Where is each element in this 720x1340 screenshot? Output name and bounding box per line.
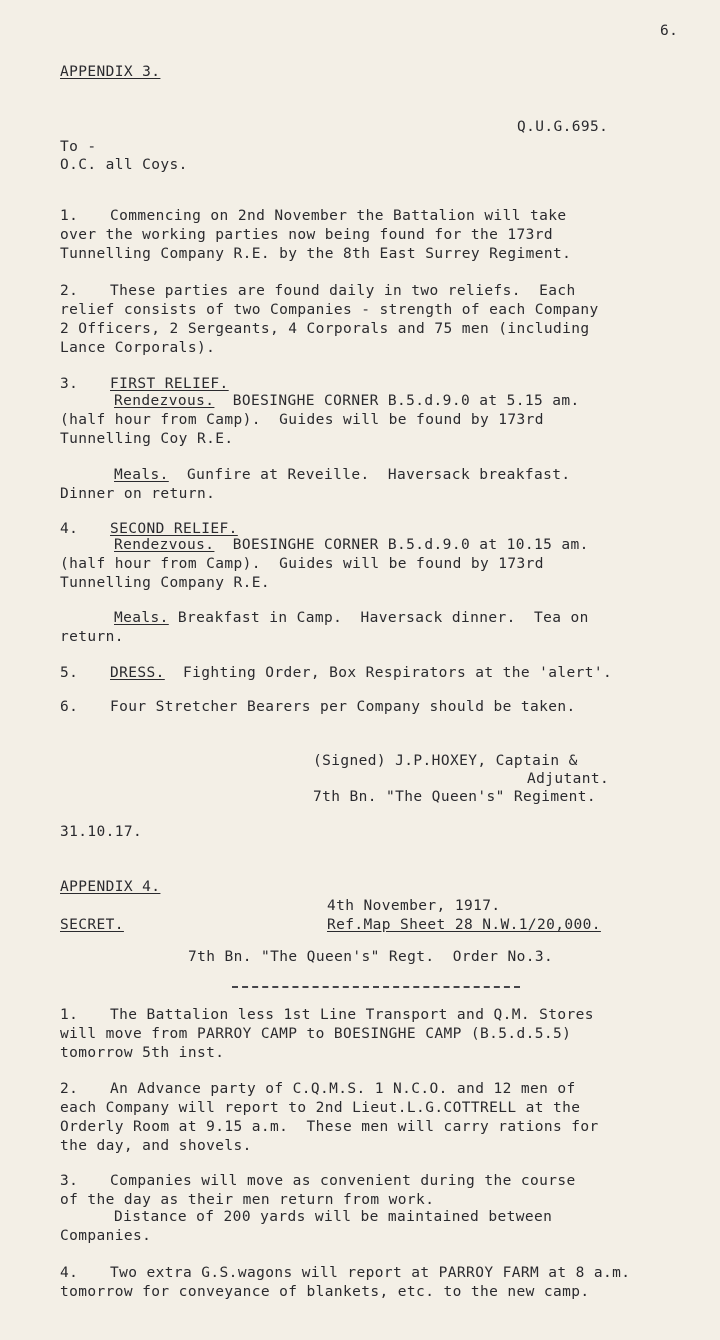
order-paragraph-2-line-3: Orderly Room at 9.15 a.m. These men will carry rations for <box>60 1119 599 1135</box>
paragraph-3-meals: Meals. Gunfire at Reveille. Haversack breakfast. <box>114 467 571 483</box>
paragraph-3-title: 3. FIRST RELIEF. <box>60 376 229 392</box>
reference-number: Q.U.G.695. <box>517 119 609 135</box>
paragraph-3-rendezvous: Rendezvous. BOESINGHE CORNER B.5.d.9.0 at 5.15 am. <box>114 393 580 409</box>
divider-rule <box>232 986 520 988</box>
paragraph-4-meals-cont: return. <box>60 629 124 645</box>
order-paragraph-3-line-2: of the day as their men return from work. <box>60 1192 435 1208</box>
order-title: 7th Bn. "The Queen's" Regt. Order No.3. <box>188 949 554 965</box>
paragraph-5: 5. DRESS. Fighting Order, Box Respirators at the 'alert'. <box>60 665 613 681</box>
paragraph-3-meals-cont: Dinner on return. <box>60 486 216 502</box>
paragraph-4-rendezvous: Rendezvous. BOESINGHE CORNER B.5.d.9.0 at 10.15 am. <box>114 537 589 553</box>
paragraph-1-line-3: Tunnelling Company R.E. by the 8th East Surrey Regiment. <box>60 246 572 262</box>
appendix-4-heading: APPENDIX 4. <box>60 879 161 895</box>
order-paragraph-1-line-3: tomorrow 5th inst. <box>60 1045 225 1061</box>
paragraph-2-line-4: Lance Corporals). <box>60 340 216 356</box>
secret-label: SECRET. <box>60 917 124 933</box>
order-paragraph-2-line-2: each Company will report to 2nd Lieut.L.G.COTTRELL at the <box>60 1100 581 1116</box>
paragraph-2-line-2: relief consists of two Companies - strength of each Company <box>60 302 599 318</box>
order-date: 4th November, 1917. <box>327 898 501 914</box>
order-paragraph-4-line-1: 4. Two extra G.S.wagons will report at PARROY FARM at 8 a.m. <box>60 1265 631 1281</box>
paragraph-4-line-2: (half hour from Camp). Guides will be found by 173rd <box>60 556 544 572</box>
order-paragraph-3-line-3: Distance of 200 yards will be maintained between <box>114 1209 553 1225</box>
order-paragraph-1-line-1: 1. The Battalion less 1st Line Transport and Q.M. Stores <box>60 1007 594 1023</box>
signature-line-2: Adjutant. <box>527 771 610 787</box>
map-reference: Ref.Map Sheet 28 N.W.1/20,000. <box>327 917 601 933</box>
paragraph-3-line-3: Tunnelling Coy R.E. <box>60 431 234 447</box>
paragraph-4-title: 4. SECOND RELIEF. <box>60 521 238 537</box>
paragraph-4-meals: Meals. Breakfast in Camp. Haversack dinner. Tea on <box>114 610 589 626</box>
order-paragraph-1-line-2: will move from PARROY CAMP to BOESINGHE CAMP (B.5.d.5.5) <box>60 1026 572 1042</box>
paragraph-3-line-2: (half hour from Camp). Guides will be found by 173rd <box>60 412 544 428</box>
paragraph-2-line-1: 2. These parties are found daily in two reliefs. Each <box>60 283 576 299</box>
order-paragraph-3-line-4: Companies. <box>60 1228 152 1244</box>
addressee: O.C. all Coys. <box>60 157 188 173</box>
appendix-3-heading: APPENDIX 3. <box>60 64 161 80</box>
paragraph-6: 6. Four Stretcher Bearers per Company should be taken. <box>60 699 576 715</box>
order-paragraph-2-line-1: 2. An Advance party of C.Q.M.S. 1 N.C.O. and 12 men of <box>60 1081 576 1097</box>
order-paragraph-3-line-1: 3. Companies will move as convenient during the course <box>60 1173 576 1189</box>
signature-line-1: (Signed) J.P.HOXEY, Captain & <box>313 753 578 769</box>
signature-line-3: 7th Bn. "The Queen's" Regiment. <box>313 789 597 805</box>
paragraph-1-line-1: 1. Commencing on 2nd November the Battalion will take <box>60 208 567 224</box>
order-paragraph-4-line-2: tomorrow for conveyance of blankets, etc. to the new camp. <box>60 1284 590 1300</box>
page-number: 6. <box>660 23 679 39</box>
to-label: To - <box>60 139 97 155</box>
paragraph-4-line-3: Tunnelling Company R.E. <box>60 575 270 591</box>
appendix-3-date: 31.10.17. <box>60 824 143 840</box>
paragraph-2-line-3: 2 Officers, 2 Sergeants, 4 Corporals and 75 men (including <box>60 321 590 337</box>
paragraph-1-line-2: over the working parties now being found for the 173rd <box>60 227 554 243</box>
order-paragraph-2-line-4: the day, and shovels. <box>60 1138 252 1154</box>
